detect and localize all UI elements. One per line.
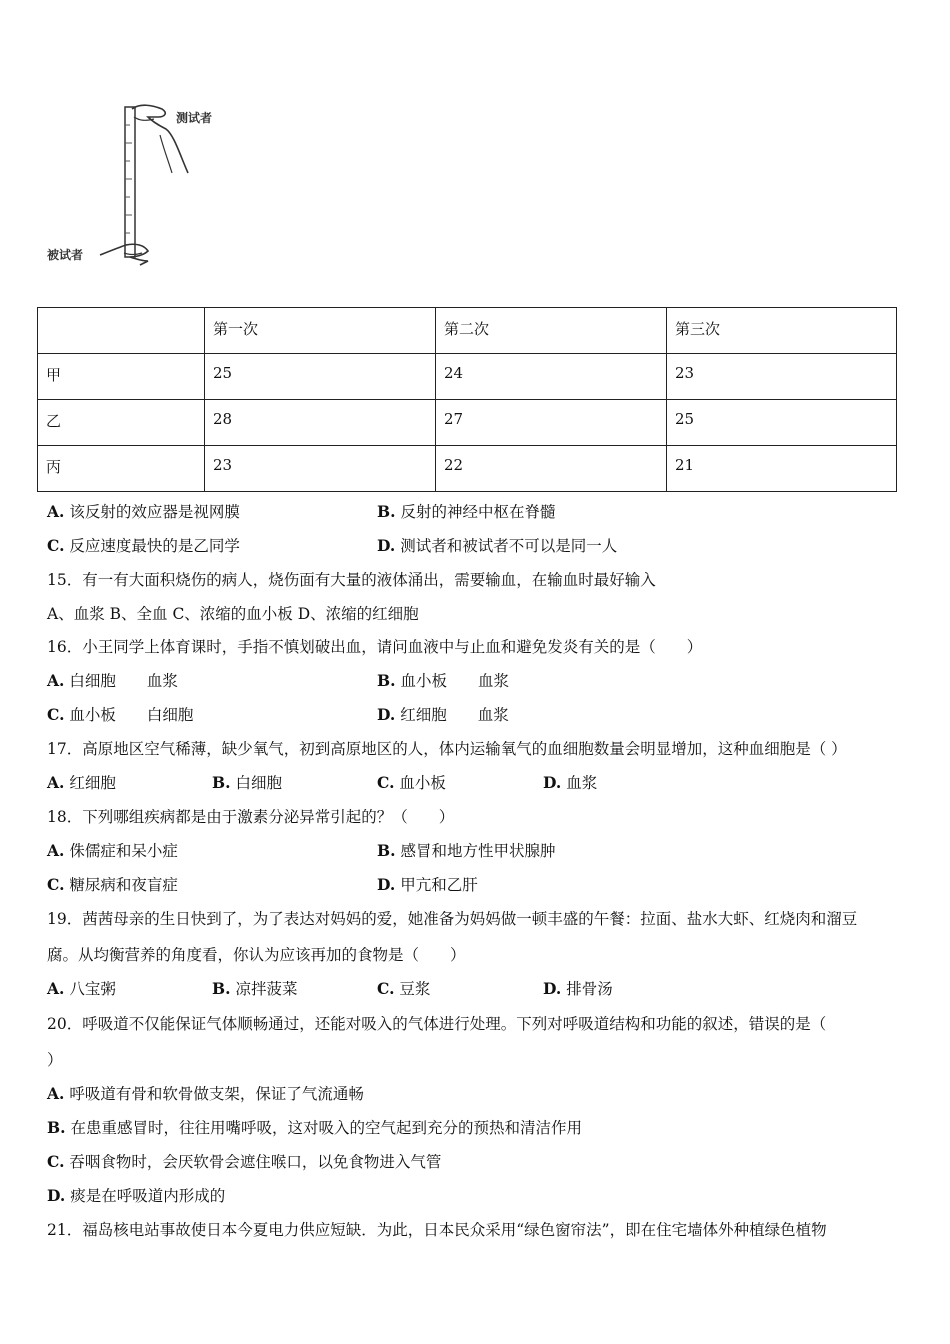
table-cell <box>38 308 205 354</box>
q16-option-a: A. 白细胞 血浆 <box>47 671 178 690</box>
q17-stem: 17．高原地区空气稀薄，缺少氧气，初到高原地区的人，体内运输氧气的血细胞数量会明显增加，这种血细胞是（ ） <box>47 740 847 758</box>
table-row <box>38 446 897 492</box>
q19-option-a: A. 八宝粥 <box>47 979 116 998</box>
q15-options: A、血浆 B、全血 C、浓缩的血小板 D、浓缩的红细胞 <box>47 605 419 623</box>
q18-option-a: A. 侏儒症和呆小症 <box>47 841 178 860</box>
q14-option-a: A. 该反射的效应器是视网膜 <box>47 502 240 521</box>
q20-option-a: A. 呼吸道有骨和软骨做支架，保证了气流通畅 <box>47 1084 364 1103</box>
table-cell: 27 <box>436 400 667 446</box>
q14-option-d: D. 测试者和被试者不可以是同一人 <box>377 536 618 555</box>
q21-stem-line1: 21．福岛核电站事故使日本今夏电力供应短缺．为此，日本民众采用“绿色窗帘法”，即在住宅墙体外种植绿色植物 <box>47 1221 827 1239</box>
table-cell: 丙 <box>38 446 205 492</box>
q14-option-c: C. 反应速度最快的是乙同学 <box>47 536 240 555</box>
table-cell: 23 <box>205 446 436 492</box>
table-cell: 24 <box>436 354 667 400</box>
q20-stem-line1: 20．呼吸道不仅能保证气体顺畅通过，还能对吸入的气体进行处理。下列对呼吸道结构和功能的叙述，错误的是（ <box>47 1015 827 1033</box>
q17-option-b: B. 白细胞 <box>212 773 282 792</box>
q15-stem: 15．有一有大面积烧伤的病人，烧伤面有大量的液体涌出，需要输血，在输血时最好输入 <box>47 571 656 589</box>
subject-label: 被试者 <box>47 248 84 262</box>
table-row <box>38 400 897 446</box>
table-cell: 甲 <box>38 354 205 400</box>
table-cell: 28 <box>205 400 436 446</box>
table-header-row <box>38 308 897 354</box>
table-cell: 第二次 <box>436 308 667 354</box>
reaction-data-table <box>37 307 897 492</box>
q14-option-b: B. 反射的神经中枢在脊髓 <box>377 502 556 521</box>
q18-option-d: D. 甲亢和乙肝 <box>377 875 478 894</box>
table-cell: 22 <box>436 446 667 492</box>
q18-option-c: C. 糖尿病和夜盲症 <box>47 875 178 894</box>
q16-stem: 16．小王同学上体育课时，手指不慎划破出血，请问血液中与止血和避免发炎有关的是（ ） <box>47 638 703 656</box>
q19-option-b: B. 凉拌菠菜 <box>212 979 298 998</box>
table-cell: 25 <box>667 400 897 446</box>
q17-option-a: A. 红细胞 <box>47 773 116 792</box>
q20-option-b: B. 在患重感冒时，往往用嘴呼吸，这对吸入的空气起到充分的预热和清洁作用 <box>47 1118 582 1137</box>
table-cell: 21 <box>667 446 897 492</box>
table-cell: 第一次 <box>205 308 436 354</box>
q20-option-c: C. 吞咽食物时，会厌软骨会遮住喉口，以免食物进入气管 <box>47 1152 442 1171</box>
table-cell: 23 <box>667 354 897 400</box>
q16-option-c: C. 血小板 白细胞 <box>47 705 194 724</box>
q16-option-b: B. 血小板 血浆 <box>377 671 509 690</box>
tester-label: 测试者 <box>176 111 213 125</box>
q18-option-b: B. 感冒和地方性甲状腺肿 <box>377 841 556 860</box>
q19-stem-line2: 腐。从均衡营养的角度看，你认为应该再加的食物是（ ） <box>47 946 466 964</box>
ruler-drop-figure <box>40 95 240 275</box>
table-cell: 25 <box>205 354 436 400</box>
q18-stem: 18．下列哪组疾病都是由于激素分泌异常引起的？（ ） <box>47 808 455 826</box>
q19-stem-line1: 19．茜茜母亲的生日快到了，为了表达对妈妈的爱，她准备为妈妈做一顿丰盛的午餐：拉面、盐水大虾、红烧肉和溜豆 <box>47 910 858 928</box>
q17-option-c: C. 血小板 <box>377 773 446 792</box>
table-row <box>38 354 897 400</box>
q20-stem-line2: ） <box>47 1051 63 1069</box>
table-cell: 第三次 <box>667 308 897 354</box>
q19-option-c: C. 豆浆 <box>377 979 431 998</box>
q16-option-d: D. 红细胞 血浆 <box>377 705 509 724</box>
q17-option-d: D. 血浆 <box>543 773 598 792</box>
q19-option-d: D. 排骨汤 <box>543 979 613 998</box>
q20-option-d: D. 痰是在呼吸道内形成的 <box>47 1186 226 1205</box>
table-cell: 乙 <box>38 400 205 446</box>
